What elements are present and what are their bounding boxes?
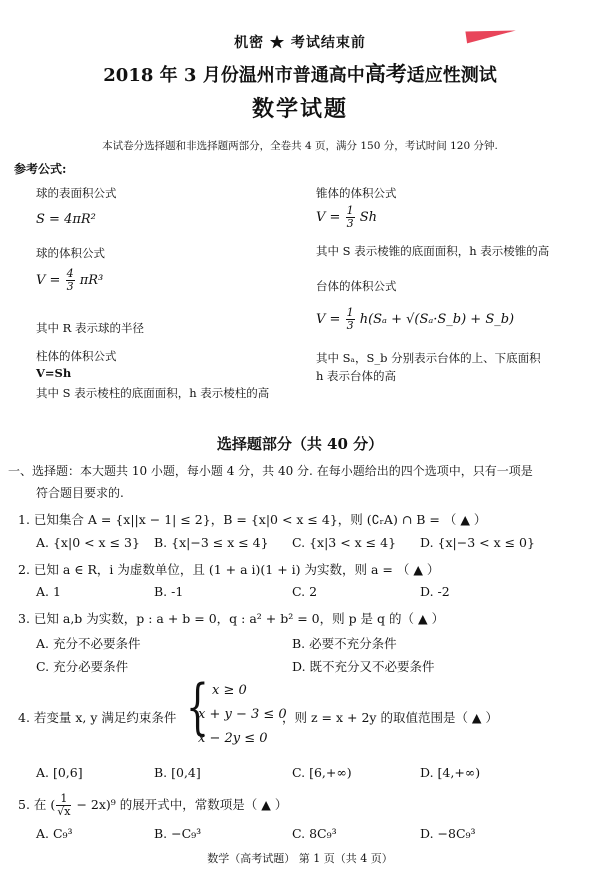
question-5-option-a: A. C₉³ bbox=[36, 826, 73, 841]
fraction-denominator: 3 bbox=[66, 280, 74, 293]
cone-note: 其中 S 表示棱锥的底面面积，h 表示棱锥的高 bbox=[316, 244, 550, 258]
question-2-option-d: D. -2 bbox=[420, 584, 450, 599]
cone-volume-label: 锥体的体积公式 bbox=[316, 186, 397, 200]
frustum-note-1: 其中 Sₐ，S_b 分别表示台体的上、下底面积 bbox=[316, 351, 541, 365]
question-3-option-c: C. 充分必要条件 bbox=[36, 659, 129, 674]
question-5-stem bbox=[18, 793, 287, 818]
question-2-stem: 2. 已知 a ∈ R，i 为虚数单位，且 (1 + a i)(1 + i) 为实数，则 a = （ ▲ ） bbox=[18, 562, 440, 577]
question-5-option-d: D. −8C₉³ bbox=[420, 826, 476, 841]
question-1-option-d: D. {x|−3 < x ≤ 0} bbox=[420, 535, 535, 550]
sphere-note: 其中 R 表示球的半径 bbox=[36, 321, 144, 335]
question-4-option-b: B. [0,4] bbox=[154, 765, 201, 780]
title-suffix: 适应性测试 bbox=[406, 65, 497, 86]
fraction-numerator: 1 bbox=[346, 306, 354, 319]
fraction-denominator: 3 bbox=[346, 217, 354, 230]
exam-title bbox=[0, 58, 600, 88]
question-4-option-c: C. [6,+∞) bbox=[292, 765, 352, 780]
question-2-option-b: B. -1 bbox=[154, 584, 184, 599]
question-1-option-a: A. {x|0 < x ≤ 3} bbox=[36, 535, 140, 550]
question-2-option-c: C. 2 bbox=[292, 584, 318, 599]
sphere-volume-label: 球的体积公式 bbox=[36, 246, 105, 260]
fraction-numerator: 1 bbox=[346, 204, 354, 217]
page-footer: 数学（高考试题） 第 1 页（共 4 页） bbox=[207, 852, 393, 865]
section-instruction-2: 符合题目要求的. bbox=[36, 486, 124, 500]
cone-rhs: Sh bbox=[359, 210, 377, 225]
fraction bbox=[346, 307, 355, 332]
question-4-option-a: A. [0,6] bbox=[36, 765, 83, 780]
subject-title: 数学试题 bbox=[251, 96, 348, 122]
fraction bbox=[346, 205, 355, 230]
sphere-area-label: 球的表面积公式 bbox=[36, 186, 117, 200]
sphere-vol-rhs: πR³ bbox=[79, 273, 104, 288]
cone-lhs: V = bbox=[316, 210, 341, 225]
question-3-option-b: B. 必要不充分条件 bbox=[292, 636, 397, 651]
section-title: 选择题部分（共 40 分） bbox=[216, 435, 384, 453]
fraction-numerator: 4 bbox=[66, 267, 74, 280]
reference-heading: 参考公式: bbox=[14, 162, 67, 176]
section-instruction-1: 一、选择题：本大题共 10 小题，每小题 4 分，共 40 分. 在每小题给出的四个选项中，只有一项是 bbox=[8, 464, 533, 478]
constraint-3: x − 2y ≤ 0 bbox=[198, 731, 268, 746]
exam-intro: 本试卷分选择题和非选择题两部分，全卷共 4 页，满分 150 分，考试时间 120 分钟. bbox=[102, 140, 498, 152]
fraction-denominator: √x bbox=[57, 805, 71, 818]
question-5-option-b: B. −C₉³ bbox=[154, 826, 202, 841]
fraction-denominator: 3 bbox=[346, 319, 354, 332]
constraint-brace: { bbox=[186, 672, 209, 742]
question-4-stem-pre: 4. 若变量 x, y 满足约束条件 bbox=[18, 710, 177, 725]
constraint-1: x ≥ 0 bbox=[212, 683, 247, 698]
fraction bbox=[56, 793, 71, 818]
question-4-option-d: D. [4,+∞) bbox=[420, 765, 481, 780]
sphere-vol-lhs: V = bbox=[36, 273, 61, 288]
frustum-lhs: V = bbox=[316, 312, 341, 327]
question-1-option-c: C. {x|3 < x ≤ 4} bbox=[292, 535, 397, 550]
prism-volume-label: 柱体的体积公式 bbox=[36, 349, 117, 363]
fraction bbox=[66, 268, 75, 293]
cone-volume-formula bbox=[316, 205, 377, 230]
question-5-option-c: C. 8C₉³ bbox=[292, 826, 337, 841]
frustum-rhs: h(Sₐ + √(Sₐ·S_b) + S_b) bbox=[359, 312, 515, 327]
sphere-volume-formula bbox=[36, 268, 103, 293]
title-prefix: 2018 年 3 月份温州市普通高中 bbox=[103, 65, 365, 86]
fraction-numerator: 1 bbox=[56, 793, 71, 806]
question-2-option-a: A. 1 bbox=[36, 584, 61, 599]
question-5-stem-pre: 5. 在 ( bbox=[18, 797, 56, 812]
constraint-2: x + y − 3 ≤ 0 bbox=[198, 707, 287, 722]
sphere-area-formula: S = 4πR² bbox=[36, 212, 96, 227]
prism-note: 其中 S 表示棱柱的底面面积，h 表示棱柱的高 bbox=[36, 386, 270, 400]
question-3-stem: 3. 已知 a,b 为实数，p : a + b = 0，q : a² + b² = 0，则 p 是 q 的（ ▲ ） bbox=[18, 611, 445, 626]
frustum-volume-formula bbox=[316, 307, 514, 332]
question-5-stem-post: − 2x)⁹ 的展开式中，常数项是（ ▲ ） bbox=[72, 797, 288, 812]
title-emphasis: 高考 bbox=[364, 61, 407, 86]
prism-volume-formula: V=Sh bbox=[36, 366, 72, 380]
question-3-option-d: D. 既不充分又不必要条件 bbox=[292, 659, 435, 674]
question-1-stem: 1. 已知集合 A = {x||x − 1| ≤ 2}，B = {x|0 < x ≤ 4}，则 (∁ᵣA) ∩ B = （ ▲ ） bbox=[18, 512, 487, 527]
frustum-volume-label: 台体的体积公式 bbox=[316, 279, 397, 293]
confidential-line: 机密 ★ 考试结束前 bbox=[234, 35, 366, 51]
frustum-note-2: h 表示台体的高 bbox=[316, 369, 397, 383]
question-3-option-a: A. 充分不必要条件 bbox=[36, 636, 141, 651]
question-1-option-b: B. {x|−3 ≤ x ≤ 4} bbox=[154, 535, 269, 550]
question-4-stem-post: ，则 z = x + 2y 的取值范围是（ ▲ ） bbox=[282, 710, 498, 725]
